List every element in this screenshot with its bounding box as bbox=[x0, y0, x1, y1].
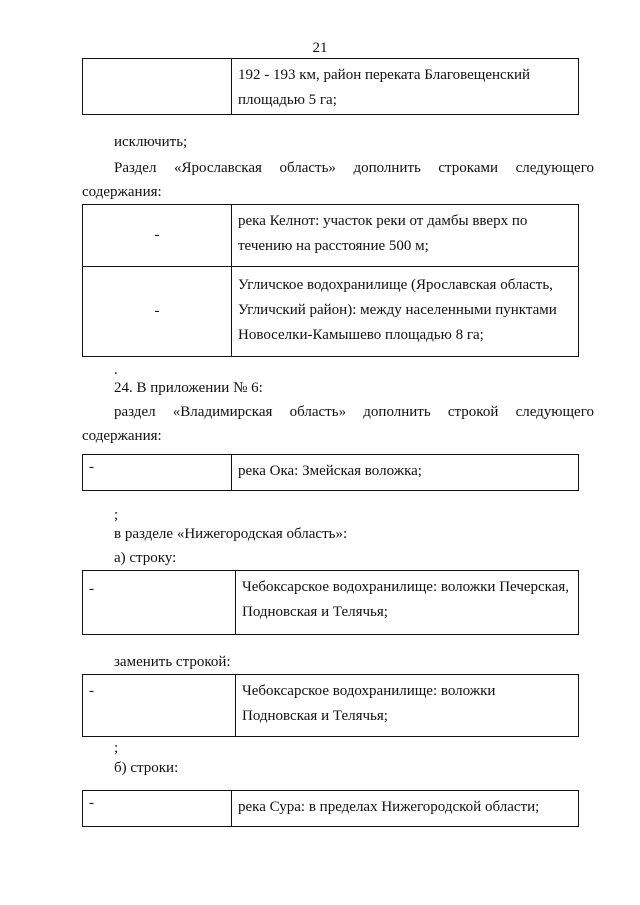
table-yaroslavl bbox=[82, 204, 579, 357]
table-row bbox=[83, 571, 579, 635]
table-continuation bbox=[82, 58, 579, 115]
table-cell-dash: - bbox=[83, 455, 232, 491]
paragraph-b: б) строки: bbox=[114, 760, 179, 776]
table-row bbox=[83, 675, 579, 737]
table-vladimir bbox=[82, 454, 579, 491]
table-nizhny-new bbox=[82, 674, 579, 737]
table-cell-text-content: Чебоксарское водохранилище: воложки Печерская, Подновская и Телячья; bbox=[242, 579, 570, 620]
table-cell-dash: - bbox=[83, 267, 232, 357]
table-cell-text bbox=[236, 571, 579, 635]
table-cell-text bbox=[236, 675, 579, 737]
paragraph-a: а) строку: bbox=[114, 550, 177, 566]
paragraph-yaroslavl: Раздел «Ярославская область» дополнить строками следующего содержания: bbox=[82, 160, 594, 200]
paragraph-dot: . bbox=[114, 362, 118, 378]
table-nizhny-old bbox=[82, 570, 579, 635]
table-cell-text bbox=[232, 791, 579, 827]
table-cell-text-content: Угличское водохранилище (Ярославская область, Угличский район): между населенными пунктами Новоселки-Камышево площадью 8 га; bbox=[238, 277, 557, 343]
table-cell-dash: - bbox=[83, 571, 236, 635]
table-row bbox=[83, 59, 579, 115]
table-cell-text bbox=[232, 59, 579, 115]
paragraph-semicolon: ; bbox=[114, 507, 119, 523]
paragraph-vladimir: раздел «Владимирская область» дополнить строкой следующего содержания: bbox=[82, 404, 594, 444]
table-cell-dash: - bbox=[83, 205, 232, 267]
table-cell-text-content: река Келнот: участок реки от дамбы вверх по течению на расстояние 500 м; bbox=[238, 213, 528, 254]
paragraph-semicolon: ; bbox=[114, 740, 119, 756]
table-cell-text-content: река Сура: в пределах Нижегородской области; bbox=[238, 799, 540, 815]
table-row bbox=[83, 205, 579, 267]
table-nizhny-rows bbox=[82, 790, 579, 827]
table-cell-dash: - bbox=[83, 675, 236, 737]
paragraph-item-24: 24. В приложении № 6: bbox=[114, 380, 263, 396]
table-row bbox=[83, 267, 579, 357]
table-cell-dash: - bbox=[83, 791, 232, 827]
page-number: 21 bbox=[312, 40, 328, 56]
table-cell-text bbox=[232, 205, 579, 267]
table-cell-text bbox=[232, 455, 579, 491]
table-cell-text-content: 192 - 193 км, район переката Благовещенский площадью 5 га; bbox=[238, 67, 531, 108]
table-cell-text-content: река Ока: Змейская воложка; bbox=[238, 463, 422, 479]
table-cell-text-content: Чебоксарское водохранилище: воложки Подновская и Телячья; bbox=[242, 683, 496, 724]
paragraph-exclude: исключить; bbox=[114, 134, 188, 150]
paragraph-nizhny: в разделе «Нижегородская область»: bbox=[114, 526, 348, 542]
paragraph-replace: заменить строкой: bbox=[114, 654, 231, 670]
table-row bbox=[83, 791, 579, 827]
table-row bbox=[83, 455, 579, 491]
table-cell-dash bbox=[83, 59, 232, 115]
table-cell-text bbox=[232, 267, 579, 357]
